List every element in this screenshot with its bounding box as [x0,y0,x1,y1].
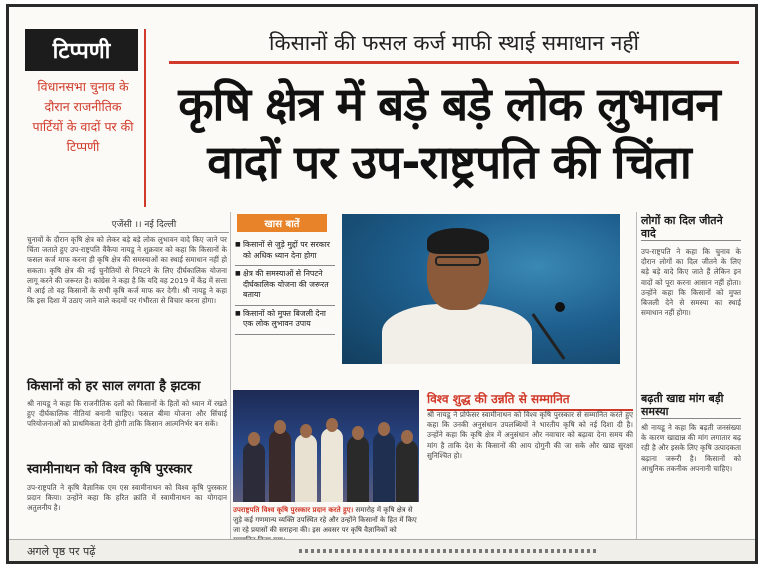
photo-person [347,436,369,502]
column-divider [230,212,231,542]
photo-person [396,440,418,502]
khas-baatein-tag: खास बातें [237,214,327,232]
body-paragraph-1: चुनावों के दौरान कृषि क्षेत्र को लेकर बड़े बड़े लोक लुभावन वादे किए जाने पर चिंता जताते हुए उप-राष्ट्रपति वैंकैया नायडू ने शुक्रवार को कहा कि किसानों के फसल कर्ज माफ करना ही कृषि क्षेत्र की समस्याओं का स्थाई समाधान नहीं हो सकता। कृषि क्षेत्र की नई चुनौतियों से निपटने के लिए दीर्घकालिक योजना लागू करने की जरूरत है। कांग्रेस ने कहा है कि यदि वह 2019 में केंद्र में सत्ता में आई तो वह किसानों के सभी कृषि कर्ज माफ कर देगी। श्री नायडू ने कहा कि इस दिशा में उठाए जाने वाले कदमों पर गंभीरता से विचार करना होगा। [27,235,227,306]
photo-figure-hair [427,228,489,254]
headline-line-1: कृषि क्षेत्र में बड़े बड़े लोक लुभावन [178,77,720,131]
sub-heading-2: स्वामीनाथन को विश्व कृषि पुरस्कार [27,462,192,477]
photo-person-face [401,430,413,444]
headline-line-2: वादों पर उप-राष्ट्रपति की चिंता [207,135,691,189]
main-headline [149,75,749,191]
microphone-icon [531,313,565,360]
microphone-head-icon [555,302,565,312]
photo-figure-body [382,304,532,364]
list-item: ■ किसानों से जुड़े मुद्दों पर सरकार को अधिक ध्यान देना होगा [235,237,335,266]
body-paragraph-3: उप-राष्ट्रपति ने कृषि वैज्ञानिक एम एस स्वामीनाथन को विश्व कृषि पुरस्कार प्रदान किया। उन्होंने कहा कि हरित क्रांति में स्वामीनाथन का योगदान अतुलनीय है। [27,483,227,513]
right-column-text-1: उप-राष्ट्रपति ने कहा कि चुनाव के दौरान लोगों का दिल जीतने के लिए बड़े बड़े वादे किए जाते हैं लेकिन इन वादों को पूरा करना आसान नहीं होता। उन्होंने कहा कि किसानों को मुफ्त बिजली देने से समस्या का स्थाई समाधान नहीं होगा। [641,247,741,318]
list-item: ■ किसानों को मुफ्त बिजली देना एक लोक लुभावन उपाय [235,306,335,335]
photo-person [295,434,317,502]
photo-person-face [378,422,390,436]
body-paragraph-2: श्री नायडू ने कहा कि राजनीतिक दलों को किसानों के हितों को ध्यान में रखते हुए दीर्घकालिक नीतियां बनानी चाहिए। फसल बीमा योजना और सिंचाई परियोजनाओं को प्राथमिकता देनी होगी ताकि किसान आत्मनिर्भर बन सकें। [27,399,227,429]
photo-caption-lead: उपराष्ट्रपति विश्व कृषि पुरस्कार प्रदान करते हुए। [233,506,354,514]
award-ceremony-photo [233,390,419,502]
right-column-heading-1: लोगों का दिल जीतने वादे [641,214,741,241]
photo-person-face [352,426,364,440]
photo-figure-glasses [435,256,481,266]
list-item: ■ क्षेत्र की समस्याओं से निपटने दीर्घकालिक योजना की जरूरत बताया [235,266,335,306]
byline: एजेंसी ।। नई दिल्ली [59,217,229,233]
sub-heading-1: किसानों को हर साल लगता है झटका [27,379,201,394]
bottom-strip-dots [299,549,599,553]
photo-person [373,432,395,502]
middle-column-text: श्री नायडू ने प्रोफेसर स्वामीनाथन को विश्व कृषि पुरस्कार से सम्मानित करते हुए कहा कि उनकी अनुसंधान उपलब्धियों ने भारतीय कृषि को नई दिशा दी है। उन्होंने कहा कि कृषि क्षेत्र में अनुसंधान और नवाचार को बढ़ावा देना समय की मांग है ताकि देश के किसानों की आय दोगुनी की जा सके और खाद्य सुरक्षा सुनिश्चित हो। [427,410,633,460]
photo-person-face [326,418,338,432]
photo-person [243,442,265,502]
bottom-strip [9,539,755,561]
photo-person-face [300,424,312,438]
photo-person-face [248,432,260,446]
photo-person-face [274,420,286,434]
right-column-heading-2: बढ़ती खाद्य मांग बड़ी समस्या [641,392,741,419]
middle-column-heading: विश्व शुद्ध की उन्नति से सम्मानित [427,390,633,411]
photo-person [269,430,291,502]
khas-baatein-list [235,237,335,335]
photo-person [321,428,343,502]
tippani-tag: टिप्पणी [25,29,138,71]
bottom-strip-text: अगले पृष्ठ पर पढ़ें [27,545,96,558]
divider [144,29,146,207]
tippani-note: विधानसभा चुनाव के दौरान राजनीतिक पार्टियों के वादों पर की टिप्पणी [32,79,134,154]
newspaper-clipping [6,4,758,564]
photo-caption-text: समारोह में कृषि क्षेत्र से जुड़े कई गणमान्य व्यक्ति उपस्थित रहे और उन्होंने किसानों के हित में किए जा रहे प्रयासों की सराहना की। इस अवसर पर कृषि वैज्ञानिकों को [233,506,417,534]
right-column-text-2: श्री नायडू ने कहा कि बढ़ती जनसंख्या के कारण खाद्यान्न की मांग लगातार बढ़ रही है और इसके लिए कृषि उत्पादकता बढ़ाना जरूरी है। किसानों को आधुनिक तकनीक अपनानी चाहिए। [641,423,741,473]
column-divider [636,212,637,542]
kicker-headline: किसानों की फसल कर्ज माफी स्थाई समाधान नहीं [169,29,739,64]
vice-president-photo [342,214,620,364]
